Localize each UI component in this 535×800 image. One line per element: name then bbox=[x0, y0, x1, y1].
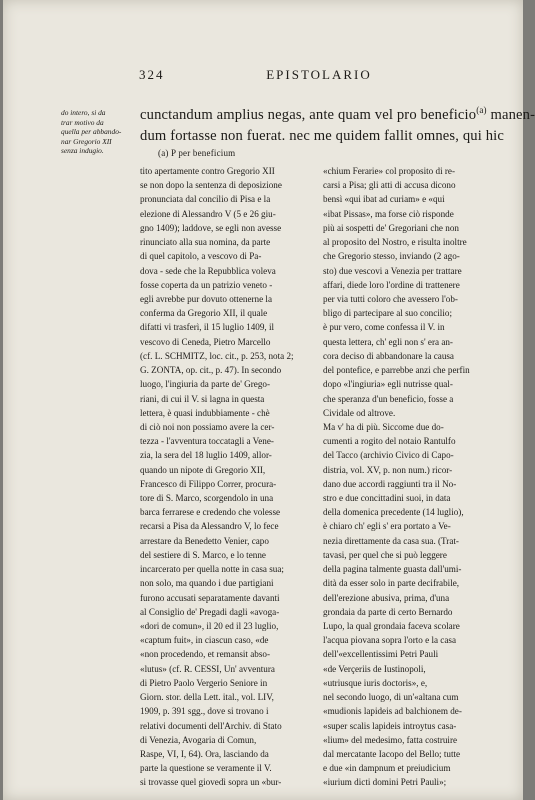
text-line: è pur vero, come confessa il V. in bbox=[323, 322, 445, 333]
text-line: dità da esser solo in parte decifrabile, bbox=[323, 578, 460, 589]
text-line: difatti vi trasferì, il 15 luglio 1409, il bbox=[140, 322, 275, 333]
text-line: dova - sede che la Repubblica voleva bbox=[140, 265, 276, 276]
text-line: della domenica precedente (14 luglio), bbox=[323, 507, 464, 518]
text-line: Raspe, VI, I, 64). Ora, lasciando da bbox=[140, 748, 269, 759]
text-line: recarsi a Pisa da Alessandro V, lo fece bbox=[140, 521, 279, 532]
text-line: se non dopo la sentenza di deposizione bbox=[140, 180, 282, 191]
footnote-marker: (a) bbox=[476, 105, 487, 115]
text-line: si trovasse quel giovedì sopra un «bur- bbox=[140, 777, 282, 788]
text-line: dopo «l'ingiuria» egli nutrisse qual- bbox=[323, 379, 453, 390]
text-line: questa lettera, ch' egli non s' era an- bbox=[323, 336, 453, 347]
text-line: della pagina talmente guasta dall'umi- bbox=[323, 564, 462, 575]
text-line: (cf. L. SCHMITZ, loc. cit., p. 253, nota 2; bbox=[140, 350, 294, 361]
text-line: e due «in dampnum et preiudicium bbox=[323, 763, 451, 774]
latin-quotation bbox=[140, 100, 535, 147]
text-line: tore di S. Marco, scorgendolo in una bbox=[140, 493, 274, 504]
text-line: che speranza d'un beneficio, fosse a bbox=[323, 393, 454, 404]
text-line: quando un nipote di Gregorio XII, bbox=[140, 464, 266, 475]
text-line: zia, la sera del 18 luglio 1409, allor- bbox=[140, 450, 272, 461]
side-note-line: senza indugio. bbox=[61, 146, 104, 156]
marginal-summary bbox=[61, 108, 137, 156]
text-line: tavasi, per quel che si può leggere bbox=[323, 549, 447, 560]
text-line: Cividale od altrove. bbox=[323, 407, 396, 418]
text-line: G. ZONTA, op. cit., p. 47). In secondo bbox=[140, 365, 282, 376]
text-line: del pontefice, e parrebbe anzi che perfin bbox=[323, 365, 470, 376]
text-line: Lupo, la qual grondaia faceva scolare bbox=[323, 621, 460, 631]
text-line: lettera, è quasi indubbiamente - chè bbox=[140, 407, 270, 418]
text-line: pronunciata dal concilio di Pisa e la bbox=[140, 194, 271, 205]
critical-apparatus: (a) P per beneficium bbox=[158, 148, 236, 158]
text-line: al proposito del Nostro, e risulta inoltre bbox=[323, 237, 467, 248]
text-line: parte la questione se veramente il V. bbox=[140, 763, 272, 774]
text-line: «dori de comun», il 20 ed il 23 luglio, bbox=[140, 621, 279, 631]
text-line: nezia direttamente da casa sua. (Trat- bbox=[323, 535, 459, 546]
text-line: dal mercatante Iacopo del Bello; tutte bbox=[323, 748, 461, 759]
text-line: riani, di cui il V. si lagna in questa bbox=[140, 393, 265, 404]
text-line: del sestiere di S. Marco, e lo tenne bbox=[140, 549, 266, 560]
text-line: affari, diede loro l'ordine di trattenere bbox=[323, 279, 460, 290]
text-line: arrestare da Benedetto Venier, capo bbox=[140, 535, 269, 546]
text-line: che Gregorio stesso, inviando (2 ago- bbox=[323, 251, 460, 262]
text-line: relativi documenti dell'Archiv. di Stato bbox=[140, 720, 282, 731]
text-line: elezione di Alessandro V (5 e 26 giu- bbox=[140, 208, 276, 219]
text-line: è chiaro ch' egli s' era portato a Ve- bbox=[323, 521, 451, 532]
text-line: più ai sospetti de' Gregoriani che non bbox=[323, 222, 459, 233]
running-title: EPISTOLARIO bbox=[266, 67, 372, 82]
text-line: distria, vol. XV, p. non num.) ricor- bbox=[323, 464, 453, 475]
text-line: non solo, ma quando i due partigiani bbox=[140, 578, 274, 589]
page-header bbox=[139, 67, 499, 85]
text-line: carsi a Pisa; gli atti di accusa dicono bbox=[323, 180, 456, 191]
quote-line: cunctandum amplius negas, ante quam vel pro beneficio$^{(a)}$ manen- bbox=[140, 105, 535, 123]
text-line: luogo, l'ingiuria da parte de' Grego- bbox=[140, 379, 270, 390]
text-line: tezza - l'avventura toccatagli a Vene- bbox=[140, 436, 274, 447]
text-line: «ibat Pissas», ma forse ciò risponde bbox=[323, 208, 454, 219]
text-line: «chium Ferarie» col proposito di re- bbox=[323, 166, 456, 176]
page-number: 324 bbox=[139, 67, 165, 82]
side-note-line: trar motivo da bbox=[61, 117, 104, 127]
text-line: furono accusati separatamente davanti bbox=[140, 592, 280, 603]
commentary-column-left bbox=[140, 164, 316, 790]
text-line: cumenti a rogito del notaio Rantulfo bbox=[323, 436, 456, 447]
text-line: Ma v' ha di più. Siccome due do- bbox=[323, 421, 444, 432]
quote-line: dum fortasse non fuerat. nec me quidem fallit omnes, qui hic bbox=[140, 127, 505, 144]
text-line: dano due accordi raggiunti tra il No- bbox=[323, 478, 457, 489]
text-line: l'acqua piovana sopra l'orto e la casa bbox=[323, 635, 457, 646]
text-line: «captum fuit», in ciascun caso, «de bbox=[140, 635, 269, 646]
text-line: «mudionis lapideis ad balchionem de- bbox=[323, 706, 462, 717]
text-line: di Venezia, Avogaria di Comun, bbox=[140, 734, 257, 745]
side-note-line: nar Gregorio XII bbox=[61, 136, 112, 146]
text-line: egli avrebbe pur dovuto ottenerne la bbox=[140, 293, 273, 304]
text-line: conferma da Gregorio XII, il quale bbox=[140, 308, 268, 319]
text-line: Giorn. stor. della Lett. ital., vol. LIV, bbox=[140, 692, 274, 703]
text-line: gno 1409); laddove, se egli non avesse bbox=[140, 222, 282, 233]
text-line: «utriusque iuris doctoris», e, bbox=[323, 677, 428, 688]
text-line: grondaia da parte di certo Bernardo bbox=[323, 606, 453, 617]
text-line: dell'«excellentissimi Petri Pauli bbox=[323, 649, 439, 660]
text-line: «super scalis lapideis introytus casa- bbox=[323, 720, 457, 731]
side-note-line: quella per abbando- bbox=[61, 127, 122, 137]
text-line: per via tutti coloro che avessero l'ob- bbox=[323, 293, 458, 304]
text-line: di quel capitolo, a vescovo di Pa- bbox=[140, 251, 262, 262]
text-line: di Pietro Paolo Vergerio Seniore in bbox=[140, 677, 268, 688]
book-page bbox=[3, 0, 535, 800]
text-line: di ciò noi non possiamo avere la cer- bbox=[140, 421, 275, 432]
text-line: dell'erezione abusiva, prima, d'una bbox=[323, 592, 450, 603]
text-line: stro e due concittadini suoi, in data bbox=[323, 493, 451, 504]
text-line: incarcerato per quella notte in casa sua; bbox=[140, 564, 284, 575]
side-note-line: do intero, si da bbox=[61, 108, 106, 117]
text-line: bensì «qui ibat ad curiam» e «qui bbox=[323, 194, 445, 205]
text-line: «lium» del medesimo, fatta costruire bbox=[323, 734, 458, 745]
commentary-column-right bbox=[323, 164, 499, 790]
text-line: bligo di partecipare al suo concilio; bbox=[323, 308, 452, 319]
text-line: del Tacco (archivio Civico di Capo- bbox=[323, 450, 454, 461]
text-line: nel secondo luogo, di un'«altana cum bbox=[323, 692, 459, 703]
text-line: vescovo di Ceneda, Pietro Marcello bbox=[140, 336, 271, 347]
text-line: fosse coperta da un patrizio veneto - bbox=[140, 279, 273, 290]
text-line: barca ferrarese e credendo che volesse bbox=[140, 507, 281, 518]
text-line: rinunciato alla sua nomina, da parte bbox=[140, 237, 271, 248]
text-line: «non procedendo, et remansit abso- bbox=[140, 649, 270, 660]
text-line: «de Verçeriis de Iustinopoli, bbox=[323, 663, 426, 674]
text-line: al Consiglio de' Pregadi dagli «avoga- bbox=[140, 606, 280, 617]
text-line: «lutus» (cf. R. CESSI, Un' avventura bbox=[140, 663, 275, 674]
text-line: sto) due vescovi a Venezia per trattare bbox=[323, 265, 462, 276]
text-line: cora deciso di abbandonare la causa bbox=[323, 350, 454, 361]
text-line: Francesco di Filippo Correr, procura- bbox=[140, 478, 277, 489]
text-line: tito apertamente contro Gregorio XII bbox=[140, 166, 275, 176]
text-line: 1909, p. 391 sgg., dove si trovano i bbox=[140, 706, 269, 717]
text-line: «iurium dicti domini Petri Pauli»; bbox=[323, 777, 447, 788]
